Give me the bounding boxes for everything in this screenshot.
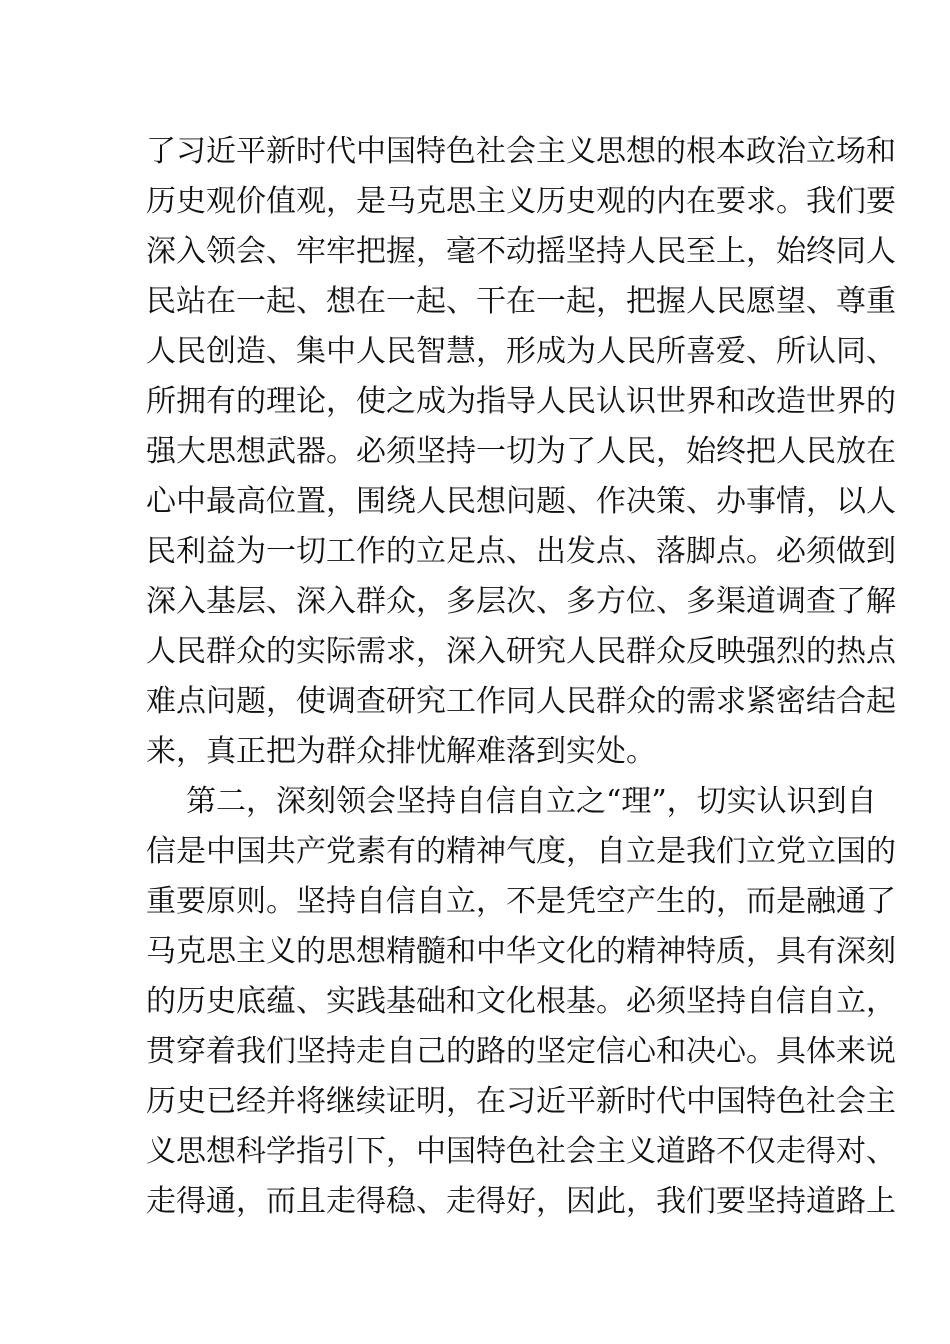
text-line: 民利益为一切工作的立足点、出发点、落脚点。必须做到	[146, 534, 896, 569]
text-line: 历史观价值观，是马克思主义历史观的内在要求。我们要	[146, 184, 896, 219]
text-line: 义思想科学指引下，中国特色社会主义道路不仅走得对、	[146, 1134, 896, 1169]
paragraph-start-line: 第二，深刻领会坚持自信自立之“理”，切实认识到自	[186, 784, 877, 819]
text-line: 难点问题，使调查研究工作同人民群众的需求紧密结合起	[146, 684, 896, 719]
text-line: 来，真正把为群众排忧解难落到实处。	[146, 734, 656, 769]
text-line: 人民创造、集中人民智慧，形成为人民所喜爱、所认同、	[146, 334, 896, 369]
text-line: 心中最高位置，围绕人民想问题、作决策、办事情，以人	[146, 484, 896, 519]
text-line: 了习近平新时代中国特色社会主义思想的根本政治立场和	[146, 134, 896, 169]
text-line: 强大思想武器。必须坚持一切为了人民，始终把人民放在	[146, 434, 896, 469]
text-line: 所拥有的理论，使之成为指导人民认识世界和改造世界的	[146, 384, 896, 419]
text-line: 马克思主义的思想精髓和中华文化的精神特质，具有深刻	[146, 934, 896, 969]
text-line: 深入基层、深入群众，多层次、多方位、多渠道调查了解	[146, 584, 896, 619]
text-line: 的历史底蕴、实践基础和文化根基。必须坚持自信自立，	[146, 984, 896, 1019]
body-text	[146, 127, 896, 1227]
text-line: 民站在一起、想在一起、干在一起，把握人民愿望、尊重	[146, 284, 896, 319]
text-line: 信是中国共产党素有的精神气度，自立是我们立党立国的	[146, 834, 896, 869]
text-line: 重要原则。坚持自信自立，不是凭空产生的，而是融通了	[146, 884, 896, 919]
text-line: 贯穿着我们坚持走自己的路的坚定信心和决心。具体来说	[146, 1034, 896, 1069]
text-line: 深入领会、牢牢把握，毫不动摇坚持人民至上，始终同人	[146, 234, 896, 269]
text-line: 走得通，而且走得稳、走得好，因此，我们要坚持道路上	[146, 1184, 896, 1219]
text-line: 历史已经并将继续证明，在习近平新时代中国特色社会主	[146, 1084, 896, 1119]
text-line: 人民群众的实际需求，深入研究人民群众反映强烈的热点	[146, 634, 896, 669]
